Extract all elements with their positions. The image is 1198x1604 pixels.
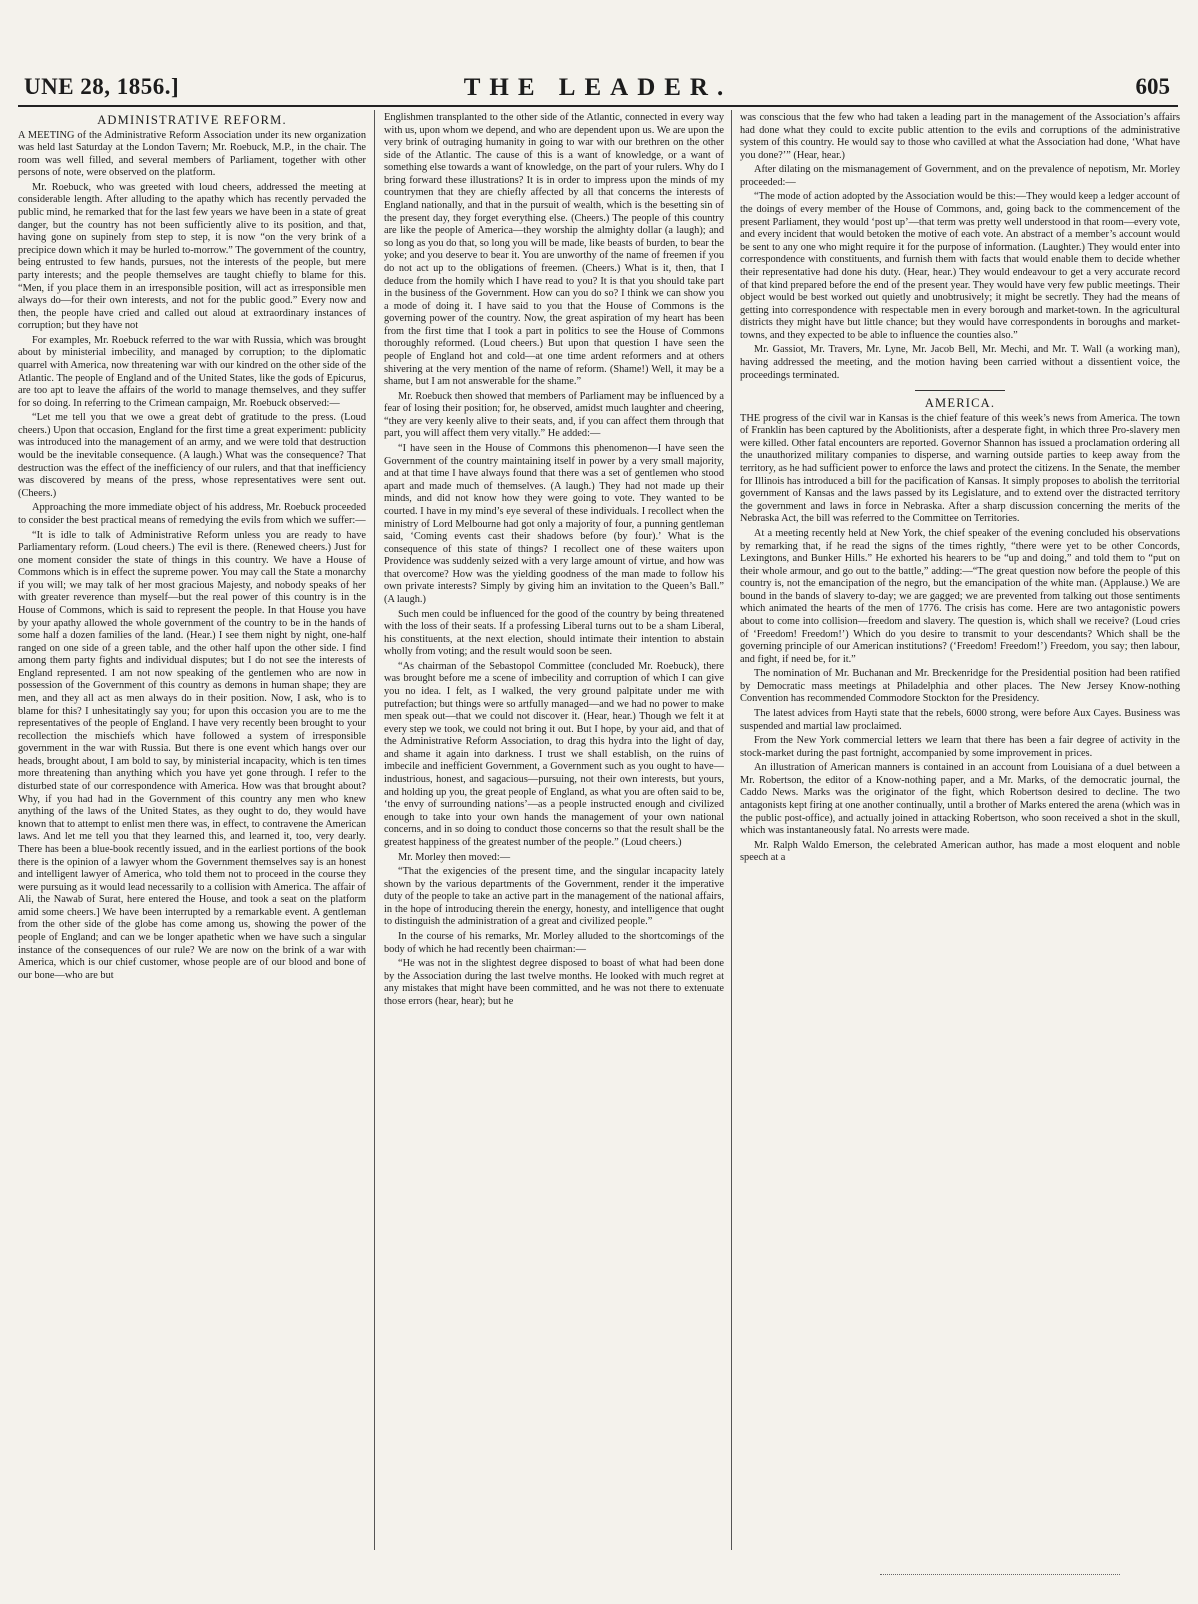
article-paragraph: “Let me tell you that we owe a great debt of gratitude to the press. (Loud cheers.) Upon that occasion, England for the first time a great experiment: publicity was introduced into the management of an army, and we were told that destruction would be the inevitable consequence. (A laugh.) What was the consequence? That destruction was the effect of the inefficiency of our rulers, and that that inefficiency was discovered by means of the press, whose representatives were sent out. (Cheers.) — [18, 412, 366, 499]
header-rule — [18, 105, 1178, 107]
article-paragraph: “He was not in the slightest degree disposed to boast of what had been done by the Association during the last twelve months. He looked with much regret at any mistakes that might have been committed, and he was not there to extenuate those errors (hear, hear); but he — [384, 958, 724, 1007]
issue-date: UNE 28, 1856.] — [24, 74, 180, 99]
column-1 — [18, 112, 366, 1550]
section-heading-america: AMERICA. — [924, 396, 996, 411]
page-edge-mark — [880, 1574, 1120, 1575]
section-separator — [915, 390, 1005, 391]
column-divider — [731, 110, 732, 1550]
article-paragraph: From the New York commercial letters we learn that there has been a fair degree of activity in the stock-market during the past fortnight, accompanied by some improvement in prices. — [740, 735, 1180, 759]
article-paragraph: “I have seen in the House of Commons this phenomenon—I have seen the Government of the country maintaining itself in power by a very small majority, and at that time I have always found that there was a set of gentlemen who stood apart and made much of themselves. (A laugh.) They had not made up their minds, and did not know how they were going to vote. They wanted to be courted. I have in my mind’s eye several of these individuals. I recollect when the ministry of Lord Melbourne had got only a majority of four, a punning gentleman said, ‘Coming events cast their shadows before (by four).’ What is the consequence of this state of things? I recollect one of these waiters upon Providence was suddenly seized with a very large amount of virtue, and how was that overcome? How was the yielding goodness of the man made to follow his own private interests? Simply by giving him an invitation to the Queen’s Ball.” (A laugh.) — [384, 443, 724, 605]
article-paragraph: “As chairman of the Sebastopol Committee (concluded Mr. Roebuck), there was brought before me a scene of imbecility and corruption of which I can give you no idea. I felt, as I walked, the very ground palpitate under me with putrefaction; but things were so artfully managed—and we had no power to make men speak out—that we could not discover it. (Hear, hear.) Though we felt it at every step we took, we could not bring it out. But I hope, by your aid, and that of the Administrative Reform Association, to drag this hydra into the light of day, and shame it again into darkness. I trust we shall establish, on the ruins of imbecile and inefficient Government, a Government such as you ought to have—industrious, honest, and sagacious—pursuing, not their own interests, but yours, and holding up you, the great people of England, as what you are often said to be, ‘the envy of surrounding nations’—as a people instructed enough and civilized enough to take into your own hands the management of your own national concerns, and in so doing to conduct those concerns so that the result shall be the greatest happiness of the greatest number of the people.” (Loud cheers.) — [384, 660, 724, 848]
article-paragraph: Approaching the more immediate object of his address, Mr. Roebuck proceeded to consider the best practical means of remedying the evils from which we suffer:— — [18, 502, 366, 526]
article-paragraph: Mr. Roebuck, who was greeted with loud cheers, addressed the meeting at considerable length. After alluding to the apathy which has recently pervaded the public mind, he remarked that for the last few years we have been in a state of great danger, but the country has not been sufficiently alive to its position, and that, having gone on supinely from step to step, it is now “on the very brink of a precipice down which it may be hurled to-morrow.” The government of the country, being entrusted to few hands, pursues, not the interests of the people, but mere party interests; and the people themselves are taught chiefly to blame for this. “Men, if you place them in an irresponsible position, will act as irresponsible men always do—for their own interests, and not for the public good.” Every now and then, the people have cried and called out aloud at extraordinary instances of corruption; but they have not — [18, 181, 366, 332]
article-paragraph: The latest advices from Hayti state that the rebels, 6000 strong, were before Aux Cayes. Business was suspended and martial law proclaimed. — [740, 708, 1180, 732]
section-heading-administrative-reform: ADMINISTRATIVE REFORM. — [97, 113, 287, 127]
newspaper-title: THE LEADER. — [463, 74, 733, 101]
article-paragraph: After dilating on the mismanagement of Government, and on the prevalence of nepotism, Mr. Morley proceeded:— — [740, 164, 1180, 188]
article-paragraph: For examples, Mr. Roebuck referred to the war with Russia, which was brought about by ministerial imbecility, and managed by corruption; to the diplomatic quarrel with America, now threatening war with our kindred on the other side of the Atlantic. The people of England and of the United States, like the gods of Epicurus, are too apt to leave the affairs of the world to manage themselves, and they suffer for so doing. In referring to the Crimean campaign, Mr. Roebuck observed:— — [18, 334, 366, 409]
page-number: 605 — [1135, 74, 1170, 99]
article-paragraph: Mr. Morley then moved:— — [398, 851, 511, 863]
article-paragraph: The nomination of Mr. Buchanan and Mr. Breckenridge for the Presidential position had been ratified by Democratic mass meetings at Philadelphia and other places. The New Jersey Know-nothing Convention has recommended Commodore Stockton for the Presidency. — [740, 668, 1180, 705]
article-paragraph: “That the exigencies of the present time, and the singular incapacity lately shown by the various departments of the Government, render it the imperative duty of the people to take an active part in the management of the national affairs, in the hope of introducing therein the energy, honesty, and intelligence that ought to distinguish the administration of a great and civilized people.” — [384, 866, 724, 928]
article-paragraph: Mr. Ralph Waldo Emerson, the celebrated American author, has made a most eloquent and noble speech at a — [740, 839, 1180, 864]
article-paragraph: Mr. Roebuck then showed that members of Parliament may be influenced by a fear of losing their position; for, he observed, amidst much laughter and cheering, “they are very keenly alive to their seats, and, if you can affect them through that part, you will affect them very vitally.” He added:— — [384, 390, 724, 440]
article-paragraph: Such men could be influenced for the good of the country by being threatened with the loss of their seats. If a professing Liberal turns out to be a sham Liberal, his constituents, at the next election, should intimate their intention to abstain wholly from voting; and the result would soon be seen. — [384, 608, 724, 658]
page-header — [18, 74, 1178, 108]
column-2 — [384, 112, 724, 1550]
article-paragraph: THE progress of the civil war in Kansas is the chief feature of this week’s news from America. The town of Franklin has been captured by the Abolitionists, after a desperate fight, in which three Pro-slavery men were killed. Other fatal encounters are reported. Governor Shannon has issued a proclamation ordering all the unauthorized military companies to disperse, and warning outside parties to keep away from the territory, as he had sufficient power to enforce the laws and protect the citizens. In the Senate, the member for Illinois has introduced a bill for the pacification of Kansas. It simply proposes to abolish the territorial government of Kansas and the laws passed by its Legislature, and to extend over the distracted territory the government and laws in force in Nebraska. After a sharp discussion concerning the merits of the Nebraska Act, the bill was referred to the Committee on Territories. — [740, 412, 1180, 525]
article-paragraph: “The mode of action adopted by the Association would be this:—They would keep a ledger account of the doings of every member of the House of Commons, and, going back to the commencement of the present Parliament, they would ‘post up’—that term was pretty well understood in that room—every vote, and every incident that would betoken the motive of each vote. An abstract of a member’s account would be sent to any one who might require it for the purpose of information. (Laughter.) They would enter into correspondence with constituents, and furnish them with facts that would enable them to decide whether their representative had done his duty. (Hear, hear.) They would endeavour to get a very accurate record of that kind prepared before the end of the present year. They would have very few public meetings. Their object would be best worked out quietly and unobtrusively; it might be secretly. They had the means of getting into correspondence with respectable men in every borough and market-town. In the agricultural districts they might have but little chance; but they would have correspondents in boroughs and market-towns, and they expected to be able to influence the counties also.” — [740, 191, 1180, 341]
article-paragraph: A MEETING of the Administrative Reform Association under its new organization was held last Saturday at the London Tavern; Mr. Roebuck, M.P., in the chair. The room was well filled, and several members of Parliament, together with other persons of note, were observed on the platform. — [18, 129, 366, 179]
article-paragraph: was conscious that the few who had taken a leading part in the management of the Association’s affairs had done what they could to excite public attention to the evils and corruptions of the administrative system of this country. He would say to those who cavilled at what the Association had done, ‘What have you done?’” (Hear, hear.) — [740, 112, 1180, 161]
article-paragraph: Englishmen transplanted to the other side of the Atlantic, connected in every way with us, upon whom we depend, and who are dependent upon us. We are upon the very brink of outraging humanity in going to war with our brethren on the other side of the Atlantic. The cause of this is a want of knowledge, or a want of something else towards a want of knowledge, on the part of your rulers. Why do I bring forward these illustrations? It is in order to impress upon the minds of my countrymen that they are chiefly affected by all that concerns the interests of England nationally, and that in the pursuit of wealth, which is the besetting sin of the present day, they forget everything else. (Cheers.) The people of this country are like the people of America—they worship the almighty dollar (a laugh); and so long as you do that, so long you will be made, like beasts of burden, to bear the yoke; and you deserve to bear it. You are unworthy of the name of freemen if you do not act up to the obligations of freemen. (Cheers.) What is it, then, that I deduce from the homily which I have read to you? It is that you should take part in the business of the Government. How can you do so? I think we can show you a mode of doing it. I have said to you that the House of Commons is the governing power of the country. Now, the great aspiration of my heart has been from the first time that I took a part in politics to see the House of Commons thoroughly reformed. (Loud cheers.) But upon that question I have seen the people of England hot and cold—at one time ardent reformers and at others shivering at the very mention of the name of reform. (Shame!) Well, it may be a shame, but I am not answerable for the shame.” — [384, 112, 724, 388]
article-paragraph: Mr. Gassiot, Mr. Travers, Mr. Lyne, Mr. Jacob Bell, Mr. Mechi, and Mr. T. Wall (a working man), having addressed the meeting, and the motion having been carried without a dissentient voice, the proceedings terminated. — [740, 344, 1180, 381]
article-paragraph: An illustration of American manners is contained in an account from Louisiana of a duel between a Mr. Robertson, the editor of a Know-nothing paper, and a Mr. Marks, of the democratic journal, the Caddo News. Marks was the originator of the fight, which Robertson desired to decline. The two antagonists kept firing at one another continually, until a brother of Marks entered the arena (which was in the public post-office), and actually joined in attacking Robertson, who soon received a shot in the skull, which was instantaneously fatal. No arrests were made. — [740, 762, 1180, 837]
article-paragraph: In the course of his remarks, Mr. Morley alluded to the shortcomings of the body of which he had recently been chairman:— — [384, 931, 724, 955]
column-3 — [740, 112, 1180, 1550]
article-paragraph: “It is idle to talk of Administrative Reform unless you are ready to have Parliamentary reform. (Loud cheers.) The evil is there. (Renewed cheers.) Just for one moment consider the state of things in this country. We have a House of Commons which is in effect the supreme power. You may call the State a monarchy if you will; we may talk of her most gracious Majesty, and nobody speaks of her with greater reverence than myself—but the real power of this country is in the House of Commons, which is said to represent the people. In that House you have by your apathy allowed the whole government of the country to be in the hands of some half a dozen families of the land. (Hear.) I see them night by night, one-half ranged on one side of a green table, and the other half upon the other side. I find among them party fights and individual disputes; but I do not see the interests of England represented. I am not now speaking of the gentlemen who are now in possession of the Government of this country as demons in human shape; they are men, and they all act as men always do in their position. Now, I ask, who is to blame for this? I unhesitatingly say you; for upon this occasion you are to me the representatives of the people of England. I have very recently been brought to your recollection the mischiefs which have followed a system of irresponsible government in the war with Russia. But there is one event which hangs over our heads, brought about, I am bold to say, by ministerial incapacity, which is ten times more threatening than anything which you have yet gone through. I refer to the disturbed state of our correspondence with America. How was that brought about? Why, if you had had in the Government of this country any men who knew anything of the laws of the United States, as they ought to do, they would have known that to attempt to enlist men there was, in effect, to contravene the American laws. And let me tell you that they learned this, and learned it, too, very dearly. There has been a blue-book recently issued, and in the earliest portions of the book there is the opinion of a lawyer whom the Government themselves say is an honest and intelligent lawyer of America, who told them not to proceed in the course they were pursuing as it would lead necessarily to a collision with America. The affair of Ali, the Nawab of Surat, here entered the House, and took a seat on the platform amid some cheers.] We have been interrupted by a remarkable event. A gentleman from the other side of the globe has come among us, showing the power of the people of England; and can we be longer apathetic when we have such a singular instance of the consequences of our rule? We are now on the brink of a war with America, which is our chief customer, whose people are of our blood and bone of our bone—who are but — [18, 529, 366, 981]
column-divider — [374, 110, 375, 1550]
article-paragraph: At a meeting recently held at New York, the chief speaker of the evening concluded his observations by remarking that, if he read the signs of the times rightly, “there were yet to be other Concords, Lexingtons, and Bunker Hills.” He exhorted his hearers to be “up and doing,” and told them to “put on their whole armour, and go out to the battle,” adding:—“The great question now before the people of this country is, not the emancipation of the negro, but the emancipation of the white man. (Applause.) We are bound in the bands of slavery to-day; we are gagged; we are prevented from talking out those sentiments which animated the hearts of the men of 1776. The crisis has come. Here are two antagonistic powers about to come into collision—freedom and slavery. The question is, which shall we receive? (Loud cries of ‘Freedom! Freedom!’) Which do you desire to transmit to your descendants? Which shall be the governing principle of our American institutions? (‘Freedom! Freedom!’) Freedom, you say; then labour, and fight, if need be, for it.” — [740, 527, 1180, 665]
